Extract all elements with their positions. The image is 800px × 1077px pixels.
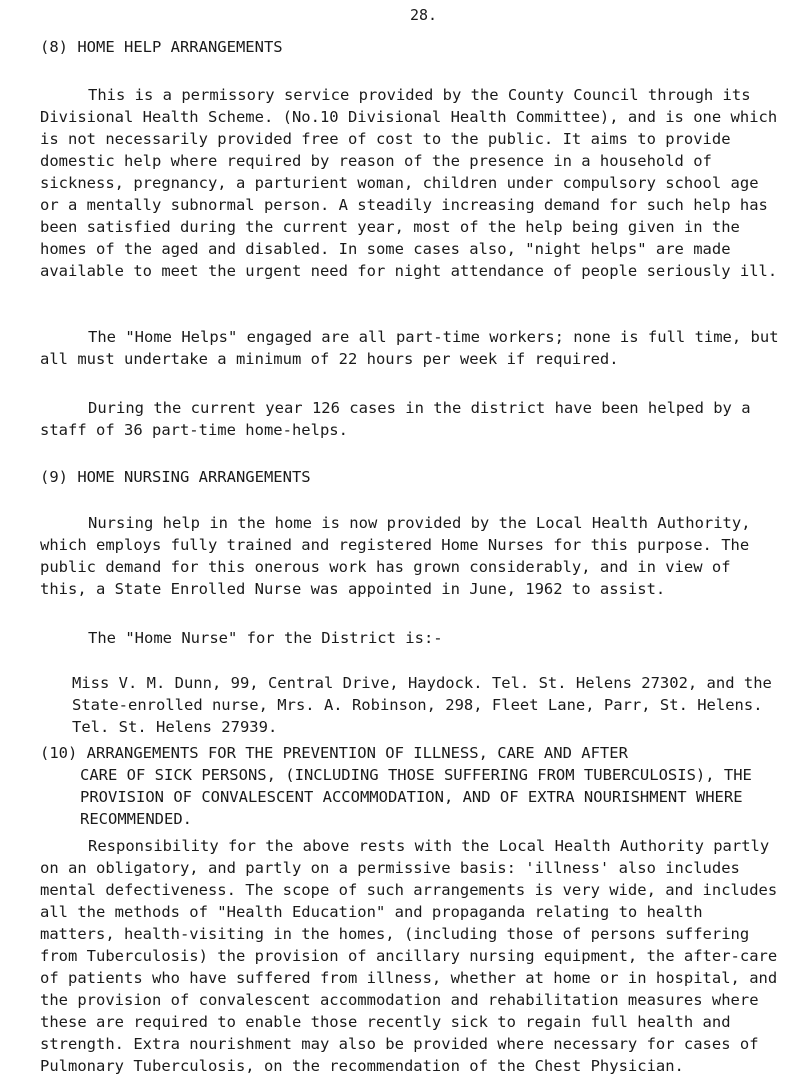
- section-heading-home-help: (8) HOME HELP ARRANGEMENTS: [40, 38, 283, 56]
- section-heading-prevention: [40, 742, 760, 830]
- prevention-paragraph-1: [40, 835, 780, 1077]
- home-help-paragraph-2-text: The "Home Helps" engaged are all part-time workers; none is full time, but all must undertake a minimum of 22 hours per week if required.: [40, 328, 779, 368]
- home-nursing-paragraph-2-text: The "Home Nurse" for the District is:-: [88, 629, 443, 647]
- section-heading-home-nursing: (9) HOME NURSING ARRANGEMENTS: [40, 468, 311, 486]
- home-help-paragraph-2: [40, 326, 780, 370]
- home-help-paragraph-1: [40, 84, 780, 282]
- home-nursing-paragraph-1: [40, 512, 780, 600]
- page-number: 28.: [410, 6, 438, 24]
- section-heading-prevention-line1: (10) ARRANGEMENTS FOR THE PREVENTION OF ILLNESS, CARE AND AFTER: [40, 744, 628, 762]
- home-nursing-paragraph-1-text: Nursing help in the home is now provided by the Local Health Authority, which employs fully trained and registered Home Nurses for this purpose. The public demand for this onerous work has grown considerably, and in view of this, a State Enrolled Nurse was appointed in June, 1962 to assist.: [40, 514, 751, 598]
- home-help-paragraph-3-text: During the current year 126 cases in the district have been helped by a staff of 36 part-time home-helps.: [40, 399, 751, 439]
- home-nurse-contact: Miss V. M. Dunn, 99, Central Drive, Haydock. Tel. St. Helens 27302, and the State-enrolled nurse, Mrs. A. Robinson, 298, Fleet Lane, Parr, St. Helens. Tel. St. Helens 27939.: [72, 674, 772, 736]
- prevention-paragraph-1-text: Responsibility for the above rests with the Local Health Authority partly on an obligatory, and partly on a permissive basis: 'illness' also includes mental defectiveness. The scope of such arrangements is very wide, and includes all the methods of "Health Education" and propaganda relating to health matters, health-visiting in the homes, (including those of persons suffering from Tuberculosis) the provision of ancillary nursing equipment, the after-care of patients who have suffered from illness, whether at home or in hospital, and the provision of convalescent accommodation and rehabilitation measures where these are required to enable those recently sick to regain full health and strength. Extra nourishment may also be provided where necessary for cases of Pulmonary Tuberculosis, on the recommendation of the Chest Physician.: [40, 837, 778, 1075]
- home-help-paragraph-1-text: This is a permissory service provided by the County Council through its Divisional Health Scheme. (No.10 Divisional Health Committee), and is one which is not necessarily provided free of cost to the public. It aims to provide domestic help where required by reason of the presence in a household of sickness, pregnancy, a parturient woman, children under compulsory school age or a mentally subnormal person. A steadily increasing demand for such help has been satisfied during the current year, most of the help being given in the homes of the aged and disabled. In some cases also, "night helps" are made available to meet the urgent need for night attendance of people seriously ill.: [40, 86, 778, 280]
- home-nursing-paragraph-2: [40, 627, 780, 649]
- section-heading-prevention-rest: CARE OF SICK PERSONS, (INCLUDING THOSE SUFFERING FROM TUBERCULOSIS), THE PROVISION OF CONVALESCENT ACCOMMODATION, AND OF EXTRA NOURISHMENT WHERE RECOMMENDED.: [80, 766, 762, 828]
- home-help-paragraph-3: [40, 397, 780, 441]
